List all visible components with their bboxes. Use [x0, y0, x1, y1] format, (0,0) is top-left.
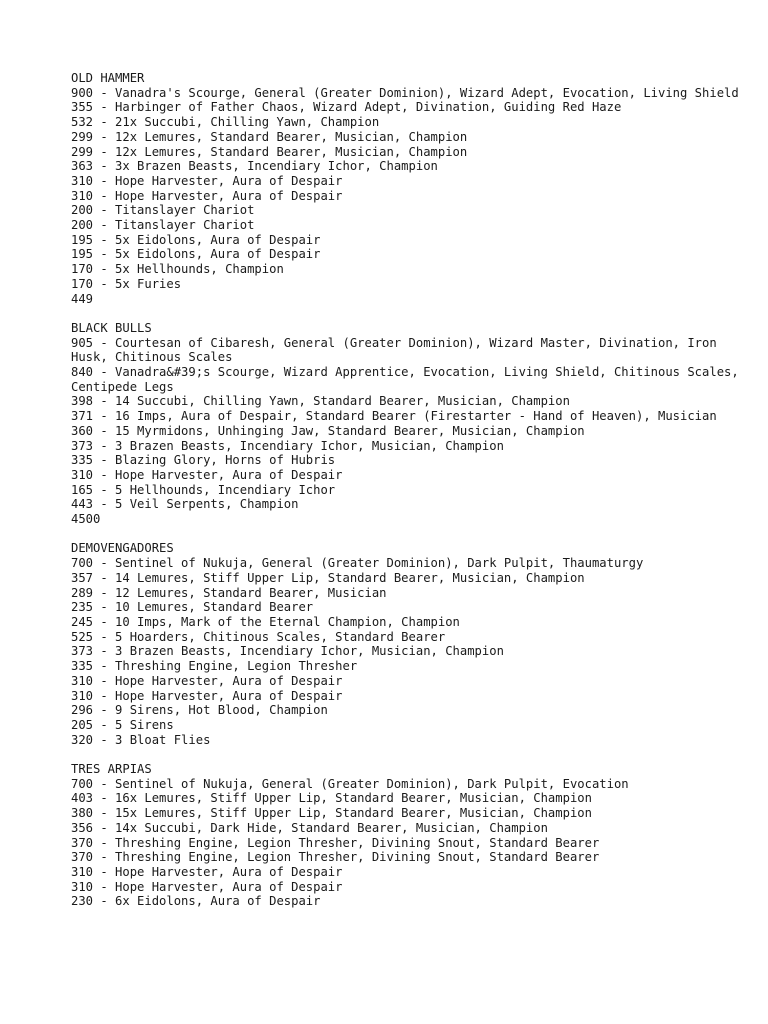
unit-entry: 195 - 5x Eidolons, Aura of Despair [71, 247, 321, 262]
army-name: BLACK BULLS [71, 320, 152, 335]
unit-entry: 371 - 16 Imps, Aura of Despair, Standard Bearer (Firestarter - Hand of Heaven), Musician [71, 409, 717, 424]
unit-entry: 205 - 5 Sirens [71, 717, 174, 732]
unit-entry: 443 - 5 Veil Serpents, Champion [71, 497, 299, 512]
unit-entry: 335 - Threshing Engine, Legion Thresher [71, 659, 358, 674]
unit-entry: 525 - 5 Hoarders, Chitinous Scales, Standard Bearer [71, 629, 446, 644]
army-total: 4500 [71, 512, 101, 527]
document-body [71, 71, 751, 924]
unit-entry: 245 - 10 Imps, Mark of the Eternal Champion, Champion [71, 614, 460, 629]
unit-entry: 840 - Vanadra&#39;s Scourge, Wizard Apprentice, Evocation, Living Shield, Chitinous Scales, Centipede Legs [71, 365, 747, 394]
unit-entry: 195 - 5x Eidolons, Aura of Despair [71, 232, 321, 247]
unit-entry: 532 - 21x Succubi, Chilling Yawn, Champion [71, 115, 380, 130]
unit-entry: 700 - Sentinel of Nukuja, General (Greater Dominion), Dark Pulpit, Thaumaturgy [71, 556, 644, 571]
unit-entry: 700 - Sentinel of Nukuja, General (Greater Dominion), Dark Pulpit, Evocation [71, 776, 629, 791]
unit-entry: 320 - 3 Bloat Flies [71, 732, 211, 747]
army-name: OLD HAMMER [71, 71, 145, 85]
unit-entry: 905 - Courtesan of Cibaresh, General (Greater Dominion), Wizard Master, Divination, Iron Husk, Chitinous Scales [71, 335, 725, 365]
unit-entry: 170 - 5x Furies [71, 276, 182, 291]
unit-entry: 310 - Hope Harvester, Aura of Despair [71, 188, 343, 203]
army-list-tres-arpias [71, 762, 751, 909]
unit-entry: 900 - Vanadra's Scourge, General (Greater Dominion), Wizard Adept, Evocation, Living Shield [71, 85, 739, 100]
unit-entry: 356 - 14x Succubi, Dark Hide, Standard Bearer, Musician, Champion [71, 820, 548, 835]
unit-entry: 200 - Titanslayer Chariot [71, 218, 255, 233]
unit-entry: 310 - Hope Harvester, Aura of Despair [71, 173, 343, 188]
unit-entry: 380 - 15x Lemures, Stiff Upper Lip, Standard Bearer, Musician, Champion [71, 806, 592, 821]
unit-entry: 360 - 15 Myrmidons, Unhinging Jaw, Standard Bearer, Musician, Champion [71, 423, 585, 438]
army-name: TRES ARPIAS [71, 762, 152, 776]
unit-entry: 357 - 14 Lemures, Stiff Upper Lip, Standard Bearer, Musician, Champion [71, 570, 585, 585]
unit-entry: 170 - 5x Hellhounds, Champion [71, 262, 284, 277]
unit-entry: 296 - 9 Sirens, Hot Blood, Champion [71, 703, 328, 718]
unit-entry: 363 - 3x Brazen Beasts, Incendiary Ichor, Champion [71, 159, 438, 174]
unit-entry: 373 - 3 Brazen Beasts, Incendiary Ichor, Musician, Champion [71, 438, 504, 453]
unit-entry: 310 - Hope Harvester, Aura of Despair [71, 864, 343, 879]
unit-entry: 370 - Threshing Engine, Legion Thresher, Divining Snout, Standard Bearer [71, 835, 600, 850]
unit-entry: 310 - Hope Harvester, Aura of Despair [71, 467, 343, 482]
unit-entry: 310 - Hope Harvester, Aura of Despair [71, 688, 343, 703]
unit-entry: 289 - 12 Lemures, Standard Bearer, Musician [71, 585, 387, 600]
unit-entry: 310 - Hope Harvester, Aura of Despair [71, 673, 343, 688]
unit-entry: 299 - 12x Lemures, Standard Bearer, Musician, Champion [71, 144, 468, 159]
unit-entry: 165 - 5 Hellhounds, Incendiary Ichor [71, 482, 336, 497]
unit-entry: 299 - 12x Lemures, Standard Bearer, Musician, Champion [71, 129, 468, 144]
unit-entry: 373 - 3 Brazen Beasts, Incendiary Ichor, Musician, Champion [71, 644, 504, 659]
unit-entry: 310 - Hope Harvester, Aura of Despair [71, 879, 343, 894]
unit-entry: 403 - 16x Lemures, Stiff Upper Lip, Standard Bearer, Musician, Champion [71, 791, 592, 806]
unit-entry: 200 - Titanslayer Chariot [71, 203, 255, 218]
unit-entry: 235 - 10 Lemures, Standard Bearer [71, 600, 314, 615]
army-name: DEMOVENGADORES [71, 541, 174, 556]
army-list-black-bulls [71, 321, 751, 527]
unit-entry: 335 - Blazing Glory, Horns of Hubris [71, 453, 336, 468]
army-list-old-hammer [71, 71, 751, 306]
unit-entry: 370 - Threshing Engine, Legion Thresher, Divining Snout, Standard Bearer [71, 850, 600, 865]
army-list-demovengadores [71, 541, 751, 747]
unit-entry: 398 - 14 Succubi, Chilling Yawn, Standard Bearer, Musician, Champion [71, 394, 570, 409]
unit-entry: 230 - 6x Eidolons, Aura of Despair [71, 894, 321, 909]
army-total: 449 [71, 291, 94, 306]
unit-entry: 355 - Harbinger of Father Chaos, Wizard Adept, Divination, Guiding Red Haze [71, 100, 622, 115]
